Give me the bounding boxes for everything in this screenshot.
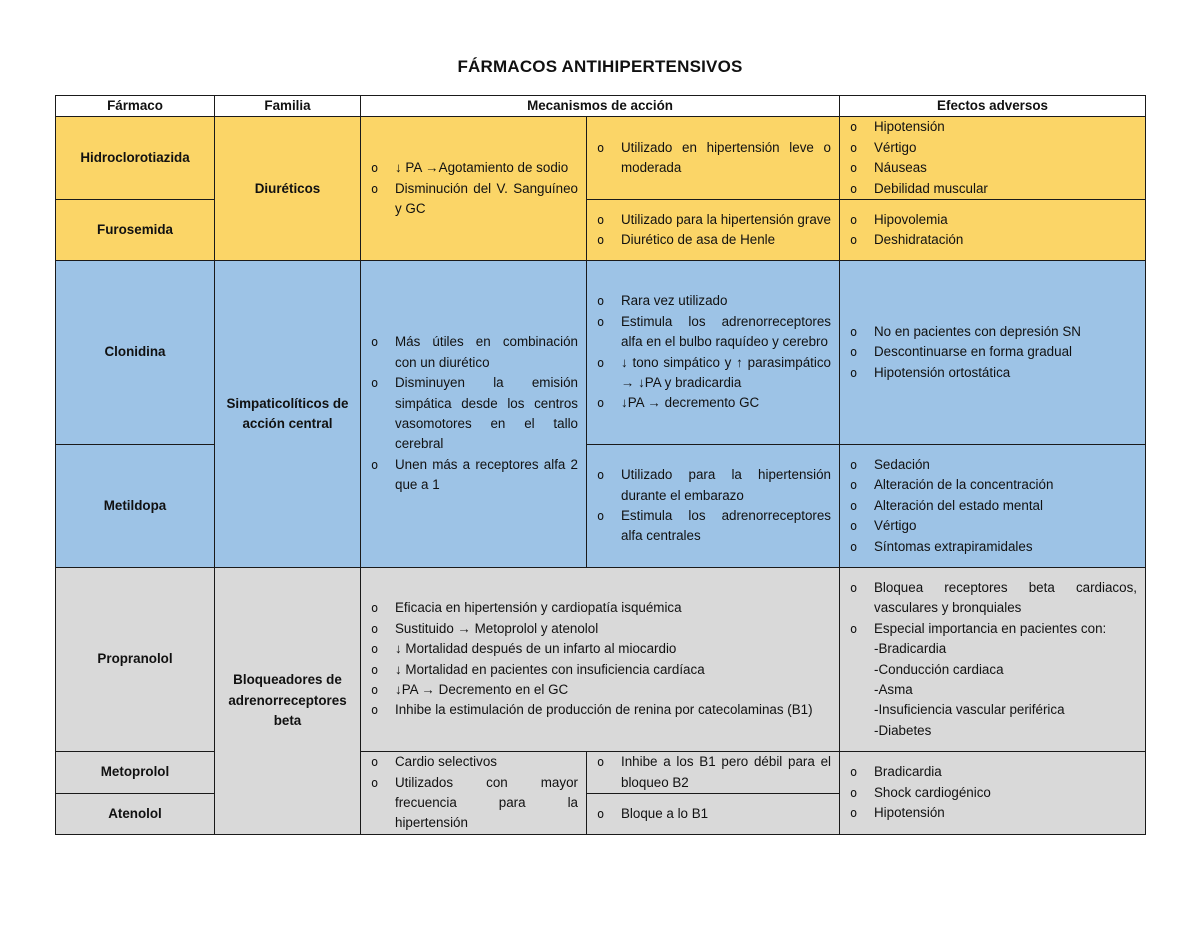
list-item: o Inhibe a los B1 pero débil para el bloqueo B2	[621, 752, 831, 793]
list-item: -Conducción cardiaca	[874, 661, 1004, 677]
family-bloqueadores: Bloqueadores de adrenorreceptores beta	[215, 568, 361, 835]
list-item: o Bradicardia	[874, 762, 1137, 782]
drug-furosemida: Furosemida	[56, 200, 215, 261]
adverse-propranolol	[840, 568, 1146, 752]
list-item: o No en pacientes con depresión SN	[874, 322, 1137, 342]
list-item: o ↓ Mortalidad en pacientes con insuficiencia cardíaca	[395, 660, 831, 680]
header-adverse: Efectos adversos	[840, 96, 1146, 117]
mechanism-diureticos-shared	[361, 117, 587, 261]
list-item: o Más útiles en combinación con un diurético	[395, 332, 578, 373]
family-diureticos: Diuréticos	[215, 117, 361, 261]
header-mechanism: Mecanismos de acción	[361, 96, 840, 117]
list-item: o Alteración de la concentración	[874, 475, 1137, 495]
mechanism-metoprolol	[587, 752, 840, 794]
list-item: o Alteración del estado mental	[874, 496, 1137, 516]
drug-hidroclorotiazida: Hidroclorotiazida	[56, 117, 215, 200]
list-item: o Inhibe la estimulación de producción de renina por catecolaminas (B1)	[395, 700, 831, 720]
list-item: o Unen más a receptores alfa 2 que a 1	[395, 455, 578, 496]
list-item: o Bloque a lo B1	[621, 804, 831, 824]
list-item: -Insuficiencia vascular periférica	[874, 702, 1065, 718]
drug-propranolol: Propranolol	[56, 568, 215, 752]
adverse-furosemida	[840, 200, 1146, 261]
list-item: o Bloquea receptores beta cardiacos, vasculares y bronquiales	[874, 578, 1137, 619]
drug-metoprolol: Metoprolol	[56, 752, 215, 794]
list-item: o ↓ Mortalidad después de un infarto al miocardio	[395, 639, 831, 659]
list-item: o Hipotensión ortostática	[874, 363, 1137, 383]
list-item: o ↓ tono simpático y ↑ parasimpático → ↓PA y bradicardia	[621, 353, 831, 394]
list-item: o Estimula los adrenorreceptores alfa centrales	[621, 506, 831, 547]
list-item: o Eficacia en hipertensión y cardiopatía isquémica	[395, 598, 831, 618]
list-item: -Bradicardia	[874, 641, 947, 657]
list-item: o Sustituido → Metoprolol y atenolol	[395, 619, 831, 639]
list-item: o Especial importancia en pacientes con:	[874, 619, 1137, 639]
list-item: o Náuseas	[874, 158, 1137, 178]
list-item: o ↓PA → Decremento en el GC	[395, 680, 831, 700]
adverse-cardioselectivos-shared	[840, 752, 1146, 835]
list-item: o Disminuyen la emisión simpática desde los centros vasomotores en el tallo cerebral	[395, 373, 578, 455]
list-item: o Disminución del V. Sanguíneo y GC	[395, 179, 578, 220]
header-drug: Fármaco	[56, 96, 215, 117]
antihypertensive-table	[55, 95, 1146, 835]
drug-atenolol: Atenolol	[56, 794, 215, 835]
header-row	[56, 96, 1146, 117]
mechanism-metildopa	[587, 445, 840, 568]
list-item: o Vértigo	[874, 138, 1137, 158]
table-row	[56, 117, 1146, 200]
list-item: o Hipovolemia	[874, 210, 1137, 230]
list-item: o Diurético de asa de Henle	[621, 230, 831, 250]
list-item: -Diabetes	[874, 722, 932, 738]
list-item: o Estimula los adrenorreceptores alfa en el bulbo raquídeo y cerebro	[621, 312, 831, 353]
list-item: o Shock cardiogénico	[874, 783, 1137, 803]
list-item: o ↓ PA →Agotamiento de sodio	[395, 158, 578, 178]
mechanism-furosemida	[587, 200, 840, 261]
list-item: o ↓PA → decremento GC	[621, 393, 831, 413]
table-row	[56, 568, 1146, 752]
list-item: o Cardio selectivos	[395, 752, 578, 772]
family-simpaticoliticos: Simpaticolíticos de acción central	[215, 261, 361, 568]
list-item: o Síntomas extrapiramidales	[874, 537, 1137, 557]
table-row	[56, 261, 1146, 445]
mechanism-propranolol	[361, 568, 840, 752]
adverse-hidroclorotiazida	[840, 117, 1146, 200]
list-item: o Hipotensión	[874, 117, 1137, 137]
mechanism-clonidina	[587, 261, 840, 445]
list-item: o Utilizado para la hipertensión grave	[621, 210, 831, 230]
list-item: o Hipotensión	[874, 803, 1137, 823]
list-item: o Utilizado en hipertensión leve o moderada	[621, 138, 831, 179]
list-item: -Asma	[874, 681, 913, 697]
mechanism-cardioselectivos-shared	[361, 752, 587, 835]
drug-clonidina: Clonidina	[56, 261, 215, 445]
list-item: o Vértigo	[874, 516, 1137, 536]
mechanism-hidroclorotiazida	[587, 117, 840, 200]
header-family: Familia	[215, 96, 361, 117]
list-item: o Utilizado para la hipertensión durante el embarazo	[621, 465, 831, 506]
list-item: o Sedación	[874, 455, 1137, 475]
list-item: o Debilidad muscular	[874, 179, 1137, 199]
list-item: o Rara vez utilizado	[621, 291, 831, 311]
adverse-clonidina	[840, 261, 1146, 445]
adverse-metildopa	[840, 445, 1146, 568]
list-item: o Descontinuarse en forma gradual	[874, 342, 1137, 362]
page-title: FÁRMACOS ANTIHIPERTENSIVOS	[457, 57, 743, 76]
mechanism-atenolol	[587, 794, 840, 835]
list-item: o Deshidratación	[874, 230, 1137, 250]
list-item: o Utilizados con mayor frecuencia para la hipertensión	[395, 773, 578, 834]
drug-metildopa: Metildopa	[56, 445, 215, 568]
mechanism-simpaticoliticos-shared	[361, 261, 587, 568]
